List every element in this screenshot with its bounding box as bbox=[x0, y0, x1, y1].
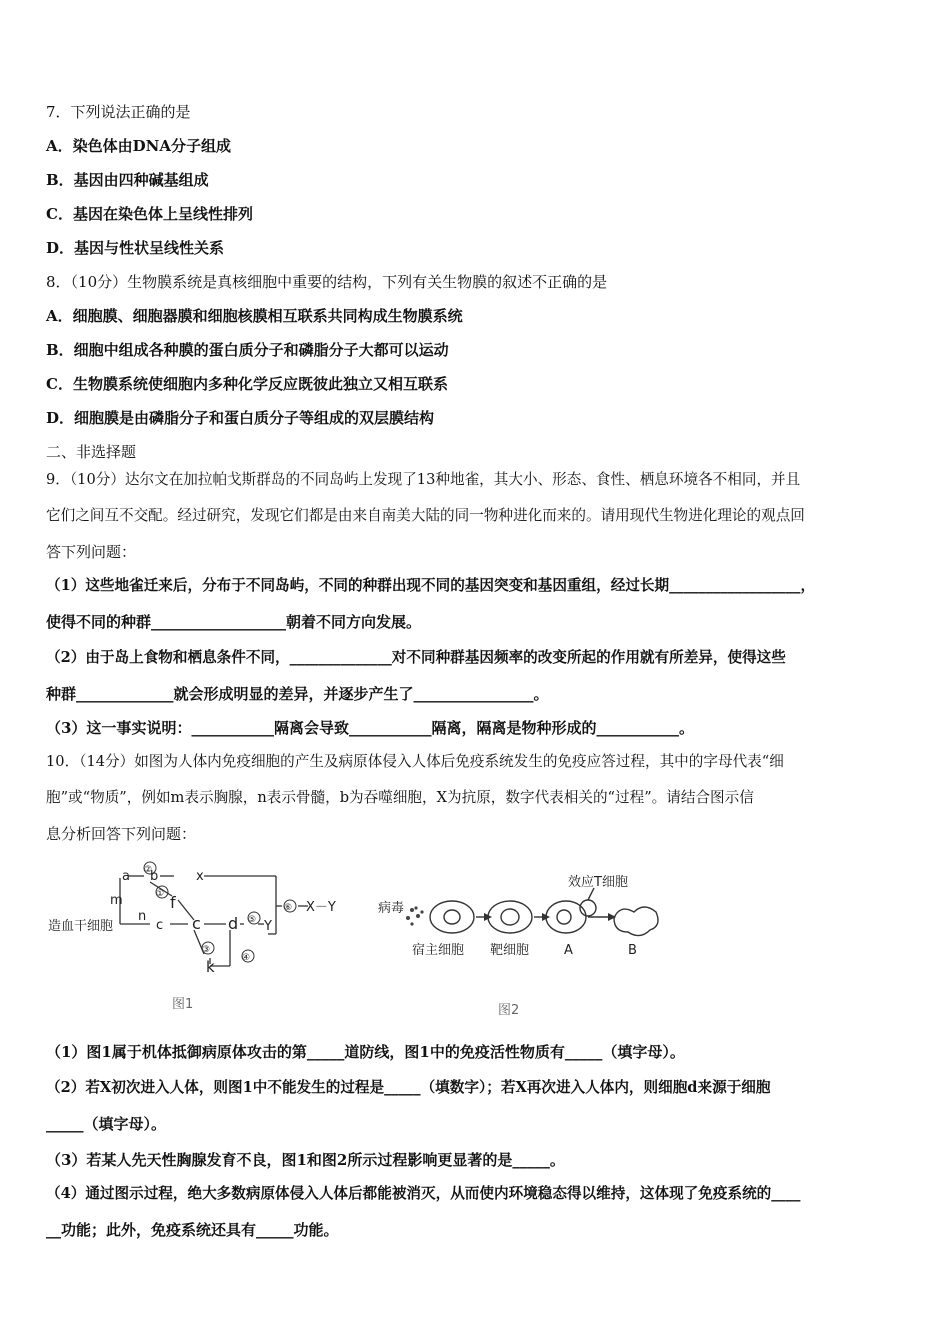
figure-1-caption: 图1 bbox=[172, 997, 194, 1012]
fig1-step-2: ② bbox=[144, 865, 153, 875]
fig1-label-c2: c bbox=[192, 914, 201, 933]
q10-stem-line: 胞”或“物质”，例如m表示胸腺，n表示骨髓，b为吞噬细胞，X为抗原，数字代表相关的“过程”。请结合图示信 bbox=[46, 789, 754, 806]
q8-option-a: A．细胞膜、细胞器膜和细胞核膜相互联系共同构成生物膜系统 bbox=[46, 307, 463, 325]
fig2-label-effector-t: 效应T细胞 bbox=[568, 875, 628, 890]
figure-2-caption: 图2 bbox=[498, 1003, 520, 1018]
q10-part-4-cont: __功能；此外，免疫系统还具有_____功能。 bbox=[46, 1221, 339, 1239]
q10-part-3: （3）若某人先天性胸腺发育不良，图1和图2所示过程影响更显著的是_____。 bbox=[46, 1151, 565, 1169]
fig1-label-y: Y bbox=[264, 919, 272, 934]
q8-stem: 8．（10分）生物膜系统是真核细胞中重要的结构，下列有关生物膜的叙述不正确的是 bbox=[46, 273, 608, 291]
figure-2-cellular-immunity bbox=[372, 872, 672, 1022]
q9-part-1: （1）这些地雀迁来后，分布于不同岛屿，不同的种群出现不同的基因突变和基因重组，经过长期__________________， bbox=[46, 577, 816, 594]
fig1-step-4: ④ bbox=[242, 953, 251, 963]
fig1-step-3: ③ bbox=[202, 945, 211, 955]
q9-part-2: （2）由于岛上食物和栖息条件不同，______________对不同种群基因频率的改变所起的作用就有所差异，使得这些 bbox=[46, 649, 786, 666]
section-heading: 二、非选择题 bbox=[46, 443, 137, 461]
fig2-label-a: A bbox=[564, 943, 573, 958]
fig2-label-target-cell: 靶细胞 bbox=[490, 943, 530, 958]
fig1-step-6: ⑥ bbox=[284, 903, 293, 913]
q10-part-2-cont: _____（填字母）。 bbox=[46, 1115, 167, 1133]
fig1-label-m: m bbox=[110, 893, 123, 908]
q10-part-1: （1）图1属于机体抵御病原体攻击的第_____道防线，图1中的免疫活性物质有_____（填字母）。 bbox=[46, 1043, 685, 1061]
fig2-label-b: B bbox=[628, 943, 637, 958]
fig1-label-f: f bbox=[170, 893, 176, 912]
fig1-label-b: b bbox=[150, 869, 159, 884]
fig1-step-5: ⑤ bbox=[248, 915, 257, 925]
q9-part-1-cont: 使得不同的种群__________________朝着不同方向发展。 bbox=[46, 613, 422, 631]
q9-stem-line: 它们之间互不交配。经过研究，发现它们都是由来自南美大陆的同一物种进化而来的。请用现代生物进化理论的观点回 bbox=[46, 507, 805, 524]
fig2-label-virus: 病毒 bbox=[378, 901, 405, 916]
fig1-label-k: k bbox=[206, 958, 215, 976]
q10-part-4: （4）通过图示过程，绝大多数病原体侵入人体后都能被消灭，从而使内环境稳态得以维持，这体现了免疫系统的____ bbox=[46, 1185, 801, 1202]
q7-stem: 7．下列说法正确的是 bbox=[46, 103, 191, 121]
q8-option-c: C．生物膜系统使细胞内多种化学反应既彼此独立又相互联系 bbox=[46, 375, 448, 393]
q9-stem-line: 9．（10分）达尔文在加拉帕戈斯群岛的不同岛屿上发现了13种地雀，其大小、形态、食性、栖息环境各不相同，并且 bbox=[46, 471, 801, 488]
fig1-label-n: n bbox=[138, 909, 147, 924]
fig1-step-1: ① bbox=[156, 889, 165, 899]
fig1-label-a: a bbox=[122, 869, 130, 884]
q9-part-3: （3）这一事实说明：___________隔离会导致___________隔离，隔离是物种形成的___________。 bbox=[46, 719, 694, 737]
q8-option-d: D．细胞膜是由磷脂分子和蛋白质分子等组成的双层膜结构 bbox=[46, 409, 435, 427]
q7-option-c: C．基因在染色体上呈线性排列 bbox=[46, 205, 253, 223]
q10-stem-line: 10．（14分）如图为人体内免疫细胞的产生及病原体侵入人体后免疫系统发生的免疫应答过程，其中的字母代表“细 bbox=[46, 753, 784, 770]
fig1-label-d: d bbox=[228, 914, 239, 933]
fig1-label-c1: c bbox=[156, 918, 164, 933]
q9-stem-line: 答下列问题： bbox=[46, 543, 137, 561]
fig1-label-hsc: 造血干细胞 bbox=[48, 919, 114, 934]
q10-stem-line: 息分析回答下列问题： bbox=[46, 825, 197, 843]
q7-option-d: D．基因与性状呈线性关系 bbox=[46, 239, 225, 257]
fig2-label-host-cell: 宿主细胞 bbox=[412, 943, 465, 958]
q7-option-b: B．基因由四种碱基组成 bbox=[46, 171, 209, 189]
q7-option-a: A．染色体由DNA分子组成 bbox=[46, 137, 231, 155]
fig1-label-x: x bbox=[196, 869, 204, 884]
q8-option-b: B．细胞中组成各种膜的蛋白质分子和磷脂分子大都可以运动 bbox=[46, 341, 449, 359]
figure-1-immune-diagram bbox=[44, 858, 344, 1028]
fig1-label-x-y: X－Y bbox=[306, 900, 336, 915]
q10-part-2: （2）若X初次进入人体，则图1中不能发生的过程是_____（填数字）；若X再次进入人体内，则细胞d来源于细胞 bbox=[46, 1079, 771, 1096]
q9-part-2-cont: 种群_____________就会形成明显的差异，并逐步产生了________________。 bbox=[46, 685, 549, 703]
